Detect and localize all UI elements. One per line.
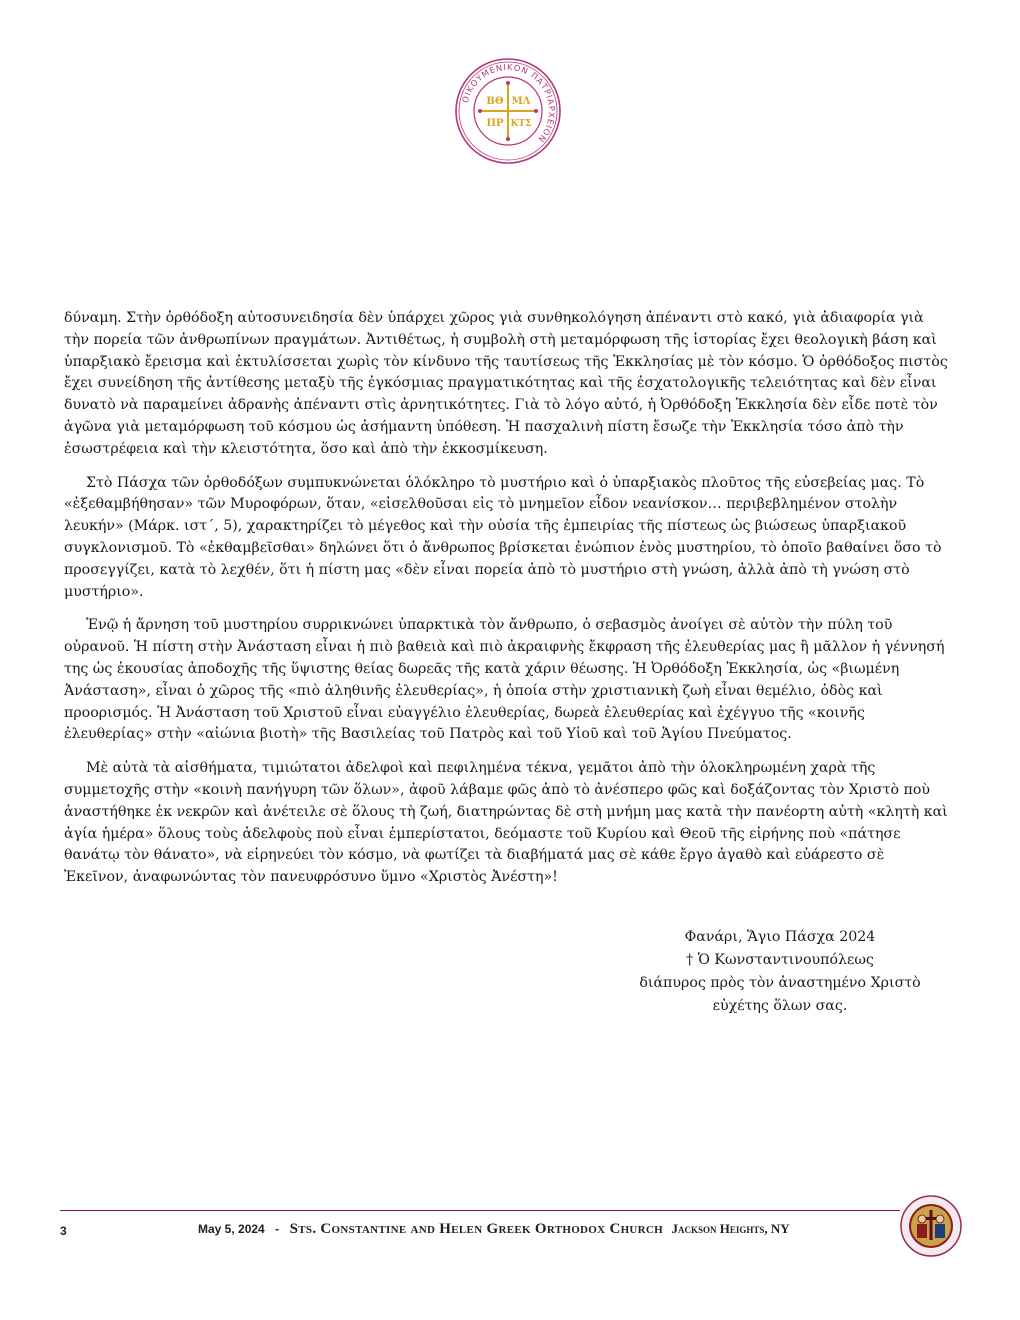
footer-text: [198, 1220, 790, 1238]
letter-body: [64, 308, 950, 901]
signature-line-3: διάπυρος πρὸς τὸν ἀναστημένο Χριστὸ: [639, 975, 921, 991]
footer-date: May 5, 2024: [198, 1222, 265, 1236]
footer-church-name: Sts. Constantine and Helen Greek Orthodox Church: [289, 1221, 664, 1237]
svg-text:ΜΛ: ΜΛ: [511, 96, 531, 107]
svg-text:ΠΡ: ΠΡ: [486, 118, 504, 129]
signature-place-date: Φανάρι, Ἅγιο Πάσχα 2024: [684, 929, 876, 945]
svg-text:ΟΙΚΟΥΜΕΝΙΚΟΝ ΠΑΤΡΙΑΡΧΕΙΟΝ: ΟΙΚΟΥΜΕΝΙΚΟΝ ΠΑΤΡΙΑΡΧΕΙΟΝ: [459, 61, 558, 145]
paragraph-4: Μὲ αὐτὰ τὰ αἰσθήματα, τιμιώτατοι ἀδελφοὶ καὶ πεφιλημένα τέκνα, γεμᾶτοι ἀπὸ τὴν ὁλοκληρωμένη χαρὰ τῆς συμμετοχῆς στὴν «κοινὴ πανήγυρη τῶν ὅλων», ἀφοῦ λάβαμε φῶς ἀπὸ τὸ ἀνέσπερο φῶς καὶ δοξάζοντας τὸν Χριστὸ ποὺ ἀναστήθηκε ἐκ νεκρῶν καὶ ἀνέτειλε σὲ ὅλους τὴ ζωή, διατηρώντας δὲ στὴ μνήμη μας κατὰ τὴν πανέορτη αὐτὴ «κλητὴ καὶ ἁγία ἡμέρα» ὅλους τοὺς ἀδελφοὺς ποὺ εἶναι ἐμπερίστατοι, δεόμαστε τοῦ Κυρίου καὶ Θεοῦ τῆς εἰρήνης ποὺ «πάτησε θανάτῳ τὸν θάνατο», νὰ εἰρηνεύει τὸν κόσμο, νὰ φωτίζει τὰ διαβήματά μας σὲ κάθε ἔργο ἀγαθὸ καὶ εὐάρεστο σὲ Ἐκεῖνον, ἀναφωνώντας τὸν πανευφρόσυνο ὕμνο «Χριστὸς Ἀνέστη»!: [64, 760, 948, 886]
footer-separator: -: [275, 1222, 280, 1236]
footer-location: Jackson Heights, NY: [671, 1221, 790, 1236]
svg-text:ΒΘ: ΒΘ: [486, 96, 504, 107]
paragraph-3: Ἐνῷ ἡ ἄρνηση τοῦ μυστηρίου συρρικνώνει ὑπαρκτικὰ τὸν ἄνθρωπο, ὁ σεβασμὸς ἀνοίγει σὲ αὐτὸν τὴν πύλη τοῦ οὐρανοῦ. Ἡ πίστη στὴν Ἀνάσταση εἶναι ἡ πιὸ βαθειὰ καὶ πιὸ ἀκραιφνὴς ἔκφραση τῆς ἐλευθερίας μας ἢ μᾶλλον ἡ γέννησή της ὡς ἐκουσίας ἀποδοχῆς τῆς ὕψιστης θείας δωρεᾶς τῆς κατὰ χάριν θέωσης. Ἡ Ὀρθόδοξη Ἐκκλησία, ὡς «βιωμένη Ἀνάσταση», εἶναι ὁ χῶρος τῆς «πιὸ ἀληθινῆς ἐλευθερίας», ἡ ὁποία στὴν χριστιανικὴ ζωὴ εἶναι θεμέλιο, ὁδὸς καὶ προορισμός. Ἡ Ἀνάσταση τοῦ Χριστοῦ εἶναι εὐαγγέλιο ἐλευθερίας, δωρεὰ ἐλευθερίας καὶ ἐχέγγυο τῆς «κοινῆς ἐλευθερίας» στὴν «αἰώνια βιοτὴ» τῆς Βασιλείας τοῦ Πατρὸς καὶ τοῦ Υἱοῦ καὶ τοῦ Ἁγίου Πνεύματος.: [64, 617, 945, 743]
footer-divider: [60, 1210, 900, 1211]
signature-line-4: εὐχέτης ὅλων σας.: [712, 998, 848, 1014]
signature-title: † Ὁ Κωνσταντινουπόλεως: [686, 952, 874, 968]
signature-block: [620, 926, 940, 1018]
page-number: 3: [60, 1224, 67, 1238]
paragraph-2: Στὸ Πάσχα τῶν ὀρθοδόξων συμπυκνώνεται ὁλόκληρο τὸ μυστήριο καὶ ὁ ὑπαρξιακὸς πλοῦτος τῆς εὐσεβείας μας. Τὸ «ἐξεθαμβήθησαν» τῶν Μυροφόρων, ὅταν, «εἰσελθοῦσαι εἰς τὸ μνημεῖον εἶδον νεανίσκον… περιβεβλημένον στολὴν λευκήν» (Μάρκ. ιστ´, 5), χαρακτηρίζει τὸ μέγεθος καὶ τὴν οὐσία τῆς ἐμπειρίας τῆς πίστεως ὡς βιώσεως ὑπαρξιακοῦ συγκλονισμοῦ. Τὸ «ἐκθαμβεῖσθαι» δηλώνει ὅτι ὁ ἄνθρωπος βρίσκεται ἐνώπιον ἑνὸς μυστηρίου, τὸ ὁποῖο βαθαίνει ὅσο τὸ προσεγγίζει, κατὰ τὸ λεχθέν, ὅτι ἡ πίστη μας «δὲν εἶναι πορεία ἀπὸ τὸ μυστήριο στὴ γνώση, ἀλλὰ ἀπὸ τὴ γνώση στὸ μυστήριο».: [64, 474, 942, 600]
paragraph-1: δύναμη. Στὴν ὀρθόδοξη αὐτοσυνειδησία δὲν ὑπάρχει χῶρος γιὰ συνθηκολόγηση ἀπέναντι στὸ κακό, γιὰ ἀδιαφορία γιὰ τὴν πορεία τῶν ἀνθρωπίνων πραγμάτων. Ἀντιθέτως, ἡ συμβολὴ στὴ μεταμόρφωση τῆς ἱστορίας ἔχει θεολογικὴ βάση καὶ ὑπαρξιακὸ ἔρεισμα καὶ ἐκτυλίσσεται χωρὶς τὸν κίνδυνο τῆς ταυτίσεως τῆς Ἐκκλησίας μὲ τὸν κόσμο. Ὁ ὀρθόδοξος πιστὸς ἔχει συνείδηση τῆς ἀντίθεσης μεταξὺ τῆς ἐγκόσμιας πραγματικότητας καὶ τῆς ἐσχατολογικῆς τελειότητας καὶ δὲν εἶναι δυνατὸ νὰ παραμείνει ἀδρανὴς ἀπέναντι στὶς ἀρνητικότητες. Γιὰ τὸ λόγο αὐτό, ἡ Ὀρθόδοξη Ἐκκλησία δὲν εἶδε ποτὲ τὸν ἀγῶνα γιὰ μεταμόρφωση τοῦ κόσμου ὡς ἀσήμαντη ὑπόθεση. Ἡ πασχαλινὴ πίστη ἔσωζε τὴν Ἐκκλησία τόσο ἀπὸ τὴν ἐσωστρέφεια καὶ τὴν κλειστότητα, ὅσο καὶ ἀπὸ τὴν ἐκκοσμίκευση.: [64, 310, 948, 457]
saints-icon-medallion: [900, 1195, 962, 1257]
svg-text:ΚΤΣ: ΚΤΣ: [510, 119, 532, 129]
ecumenical-patriarchate-seal: [454, 57, 562, 165]
